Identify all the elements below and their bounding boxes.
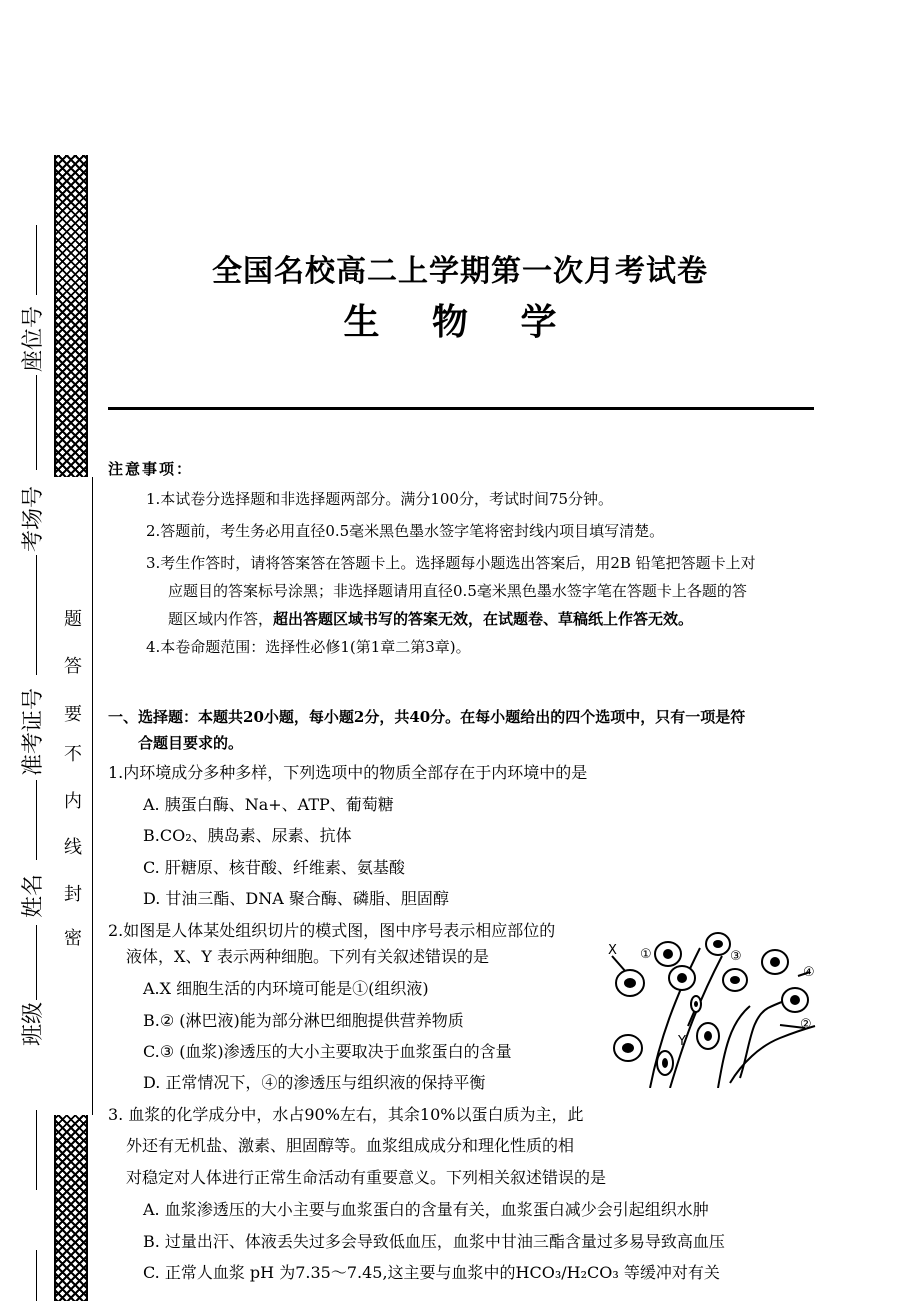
question-option: B.② (淋巴液)能为部分淋巴细胞提供营养物质 xyxy=(143,1011,464,1030)
question-option: B. 过量出汗、体液丢失过多会导致低血压，血浆中甘油三酯含量过多易导致高血压 xyxy=(143,1232,725,1251)
question-stem: 外还有无机盐、激素、胆固醇等。血浆组成成分和理化性质的相 xyxy=(126,1136,575,1155)
seal-char: 题 xyxy=(64,609,82,630)
seal-line xyxy=(92,477,93,1115)
seal-char: 线 xyxy=(64,837,82,858)
notice-item-line xyxy=(146,605,818,633)
question-option: D. 正常情况下，④的渗透压与组织液的保持平衡 xyxy=(143,1073,486,1092)
exam-room-label: 考场号 xyxy=(21,485,46,552)
fill-line-3 xyxy=(36,555,37,675)
notice-item-text: 题区域内作答， xyxy=(168,610,274,628)
pointer-x xyxy=(612,956,626,972)
seal-char: 内 xyxy=(64,791,82,812)
admission-number-label: 准考证号 xyxy=(21,687,46,776)
notice-item xyxy=(146,549,818,633)
question-stem: 3. 血浆的化学成分中，水占90%左右，其余10%以蛋白质为主，此 xyxy=(108,1105,584,1124)
label-4: ④ xyxy=(803,965,815,980)
question-option: B.CO₂、胰岛素、尿素、抗体 xyxy=(143,826,352,845)
seat-number-label: 座位号 xyxy=(21,305,46,372)
seal-char: 封 xyxy=(64,884,82,905)
question-stem: 1.内环境成分多种多样，下列选项中的物质全部存在于内环境中的是 xyxy=(108,763,588,782)
label-x: X xyxy=(608,943,617,958)
section-heading-line: 一、选择题：本题共20小题，每小题2分，共40分。在每小题给出的四个选项中，只有一项是符 xyxy=(108,708,746,726)
title-divider xyxy=(108,407,814,410)
question-option: A.X 细胞生活的内环境可能是①(组织液) xyxy=(143,979,429,998)
notice-item: 4.本卷命题范围：选择性必修1(第1章二第3章)。 xyxy=(146,638,471,656)
class-label: 班级 xyxy=(21,1001,46,1046)
label-y: Y xyxy=(678,1034,686,1049)
label-1: ① xyxy=(640,947,652,962)
seal-char: 答 xyxy=(64,656,82,677)
question-option: C.③ (血浆)渗透压的大小主要取决于血浆蛋白的含量 xyxy=(143,1042,512,1061)
tissue-diagram xyxy=(600,928,822,1088)
notice-item: 2.答题前，考生务必用直径0.5毫米黑色墨水签字笔将密封线内项目填写清楚。 xyxy=(146,522,665,540)
notice-item-bold: 超出答题区域书写的答案无效，在试题卷、草稿纸上作答无效。 xyxy=(273,610,694,628)
fill-line-4 xyxy=(36,780,37,860)
question-stem: 对稳定对人体进行正常生命活动有重要意义。下列相关叙述错误的是 xyxy=(126,1168,607,1187)
question-option: C. 肝糖原、核苷酸、纤维素、氨基酸 xyxy=(143,858,405,877)
section-heading-line: 合题目要求的。 xyxy=(138,734,244,752)
seal-char: 不 xyxy=(64,744,82,765)
question-option: C. 正常人血浆 pH 为7.35～7.45,这主要与血浆中的HCO₃/H₂CO₃ 等缓冲对有关 xyxy=(143,1263,720,1282)
label-2: ② xyxy=(800,1017,812,1032)
notice-item: 1.本试卷分选择题和非选择题两部分。满分100分，考试时间75分钟。 xyxy=(146,490,614,508)
fill-line-5 xyxy=(36,925,37,1000)
question-option: D. 甘油三酯、DNA 聚合酶、磷脂、胆固醇 xyxy=(143,889,449,908)
seal-char: 密 xyxy=(64,928,82,949)
notice-item-line: 应题目的答案标号涂黑；非选择题请用直径0.5毫米黑色墨水签字笔在答题卡上各题的答 xyxy=(168,582,747,600)
notice-item-line: 3.考生作答时，请将答案答在答题卡上。选择题每小题选出答案后，用2B 铅笔把答题卡上对 xyxy=(146,554,756,572)
question-stem: 液体，X、Y 表示两种细胞。下列有关叙述错误的是 xyxy=(126,947,490,966)
section-heading xyxy=(108,704,818,756)
seal-char: 要 xyxy=(64,704,82,725)
name-label: 姓名 xyxy=(21,873,46,918)
label-3: ③ xyxy=(730,949,742,964)
binding-strip-bottom xyxy=(54,1115,88,1301)
subject-title: 生 物 学 xyxy=(343,301,577,343)
question-option: A. 血浆渗透压的大小主要与血浆蛋白的含量有关，血浆蛋白减少会引起组织水肿 xyxy=(143,1200,709,1219)
fill-line-2 xyxy=(36,375,37,470)
fill-line-6 xyxy=(36,1110,37,1190)
question-option: A. 胰蛋白酶、Na+、ATP、葡萄糖 xyxy=(143,795,394,814)
exam-title: 全国名校高二上学期第一次月考试卷 xyxy=(212,254,708,289)
lymph-wall-2 xyxy=(730,1026,815,1083)
fill-line-7 xyxy=(36,1250,37,1301)
question-stem: 2.如图是人体某处组织切片的模式图，图中序号表示相应部位的 xyxy=(108,921,556,940)
notice-heading: 注意事项： xyxy=(108,460,194,478)
